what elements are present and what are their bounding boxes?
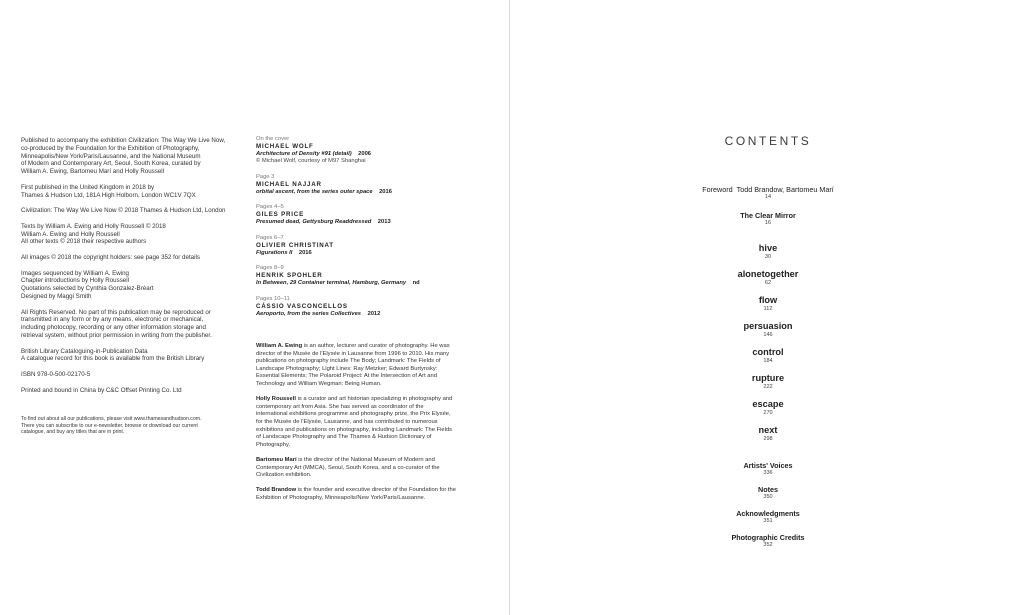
credit-year: 2006 bbox=[358, 150, 372, 157]
credit-work bbox=[256, 311, 461, 318]
imprint-line: Designed by Maggi Smith bbox=[21, 292, 92, 300]
bio-text: is the founder and executive director of the Foundation for the Exhibition of Photography, Minneapolis/New York/Paris/Lausanne. bbox=[256, 487, 456, 501]
imprint-line: All images © 2018 the copyright holders: see page 352 for details bbox=[21, 253, 200, 261]
toc-page-number: 30 bbox=[764, 254, 772, 260]
bio-text: is a curator and art historian specializing in photography and contemporary art from Asia. She has served as coordinator of the international exhibitions programme and photography prize, the Prix Elysée, for the Musée de l'Elysée, Lausanne, and has contributed to numerous exhibitions and publications on photography, including Landmark: The Fields of Landscape Photography and The Thames & Hudson Dictionary of Photography. bbox=[256, 396, 453, 448]
credit-page-label: On the cover bbox=[256, 136, 290, 142]
toc-entry-acknowledgments[interactable] bbox=[600, 509, 936, 525]
toc-entry-title: Acknowledgments bbox=[736, 509, 800, 518]
credit-artist: OLIVIER CHRISTINAT bbox=[256, 241, 334, 249]
toc-chapter-title: escape bbox=[752, 399, 784, 409]
toc-entry-label: Foreword bbox=[702, 185, 733, 194]
imprint-paragraph bbox=[21, 254, 236, 262]
bio-name: Bartomeu Marí bbox=[256, 456, 297, 463]
imprint-line: of Modern and Contemporary Art, Seoul, South Korea, curated by bbox=[21, 160, 201, 168]
toc-page-number: 352 bbox=[763, 542, 773, 548]
image-credits bbox=[256, 136, 461, 326]
contributor-bios bbox=[256, 343, 456, 510]
credit-artist: MICHAEL NAJJAR bbox=[256, 180, 322, 188]
credit-work-title: orbital ascent, from the series outer space bbox=[256, 188, 373, 195]
credit-year: nd bbox=[412, 280, 420, 286]
toc-page-number: 112 bbox=[763, 306, 773, 312]
imprint-paragraph bbox=[21, 137, 236, 176]
toc-chapter-title: persuasion bbox=[743, 321, 793, 331]
website-note bbox=[21, 416, 236, 436]
credit-work bbox=[256, 280, 461, 287]
credit-year: 2016 bbox=[298, 249, 312, 256]
credit-entry bbox=[256, 296, 461, 318]
toc-page-number: 14 bbox=[764, 194, 772, 200]
credit-year: 2016 bbox=[379, 188, 392, 195]
credit-work bbox=[256, 189, 461, 196]
toc-entry-photographic-credits[interactable] bbox=[600, 533, 936, 549]
toc-page-number: 350 bbox=[763, 494, 773, 500]
toc-entry-title: Photographic Credits bbox=[731, 533, 805, 542]
imprint-line: William A. Ewing, Bartomeu Marí and Holly Roussell bbox=[21, 168, 165, 176]
toc-page-number: 336 bbox=[763, 470, 773, 476]
credit-page-label: Pages 4–5 bbox=[256, 204, 284, 211]
credit-entry bbox=[256, 265, 461, 287]
toc-entry-title bbox=[600, 185, 936, 194]
credit-work-title: Presumed dead, Gettysburg Readdressed bbox=[256, 219, 372, 225]
imprint-paragraph bbox=[21, 348, 236, 364]
credit-artist: GILES PRICE bbox=[256, 211, 304, 219]
toc-entry-notes[interactable] bbox=[600, 485, 936, 501]
toc-entry-title: Notes bbox=[758, 485, 778, 494]
credit-page-label: Pages 6–7 bbox=[256, 234, 284, 241]
toc-entry-title: The Clear Mirror bbox=[740, 211, 796, 220]
credit-artist: CÁSSIO VASCONCELLOS bbox=[256, 302, 348, 310]
toc-chapter-title: hive bbox=[758, 243, 778, 253]
imprint-line: William A. Ewing and Holly Roussell bbox=[21, 230, 120, 238]
imprint-line: Thames & Hudson Ltd, 181A High Holborn, London WC1V 7QX bbox=[21, 191, 196, 199]
imprint-line: First published in the United Kingdom in 2018 by bbox=[21, 183, 155, 191]
imprint-paragraph bbox=[21, 270, 236, 301]
imprint-line: transmitted in any form or by any means, electronic or mechanical, bbox=[21, 316, 204, 324]
toc-page-number: 16 bbox=[764, 220, 772, 226]
toc-page-number: 146 bbox=[763, 332, 773, 338]
imprint-line: British Library Cataloguing-in-Publication Data bbox=[21, 347, 148, 355]
credit-entry bbox=[256, 235, 461, 257]
toc-chapter-title: rupture bbox=[751, 373, 785, 383]
printer-line: Printed and bound in China by C&C Offset Printing Co. Ltd bbox=[21, 386, 182, 394]
imprint-line: Civilization: The Way We Live Now © 2018 Thames & Hudson Ltd, London bbox=[21, 207, 226, 215]
toc-chapter-escape[interactable] bbox=[600, 399, 936, 417]
bio-name: William A. Ewing bbox=[256, 343, 303, 349]
imprint-line: Minneapolis/New York/Paris/Lausanne, and the National Museum bbox=[21, 152, 201, 160]
bio-name: Todd Brandow bbox=[256, 487, 297, 494]
website-line: catalogue, and buy any titles that are in print. bbox=[21, 429, 125, 436]
credit-work bbox=[256, 250, 461, 257]
toc-entry-clear-mirror[interactable] bbox=[600, 211, 936, 227]
bio-text: is the director of the National Museum of Modern and Contemporary Art (MMCA), Seoul, South Korea, and a co-curator of the Civilization exhibition. bbox=[256, 456, 440, 479]
credit-work-title: Figurations II bbox=[256, 249, 293, 256]
toc-chapter-next[interactable] bbox=[600, 425, 936, 443]
credit-copyright: © Michael Wolf, courtesy of M97 Shanghai bbox=[256, 158, 366, 165]
toc-entry-foreword[interactable] bbox=[600, 185, 936, 201]
imprint-line: retrieval system, without prior permission in writing from the publisher. bbox=[21, 331, 212, 339]
credit-artist: HENRIK SPOHLER bbox=[256, 272, 323, 280]
toc-chapter-title: control bbox=[752, 347, 784, 357]
credit-page-label: Page 3 bbox=[256, 173, 275, 180]
imprint-paragraph bbox=[21, 207, 236, 215]
contents-heading: CONTENTS bbox=[724, 134, 812, 148]
credit-entry bbox=[256, 204, 461, 226]
imprint-paragraph bbox=[21, 223, 236, 246]
bio-paragraph bbox=[256, 457, 456, 480]
toc-page-number: 184 bbox=[763, 358, 773, 364]
bio-text: is an author, lecturer and curator of photography. He was director of the Musée de l'Elysée in Lausanne from 1996 to 2010. His many publications on photography include The Body; Landmark: The Fields of Landscape Photography; Light Lines: Ray Metzker; Edward Burtynsky: Essential Elements; The Polaroid Project: At the Intersection of Art and Technology and William Wegman: Being Human. bbox=[256, 343, 450, 387]
website-line: To find out about all our publications, please visit www.thamesandhudson.com. bbox=[21, 416, 202, 423]
imprint-line: Images sequenced by William A. Ewing bbox=[21, 269, 129, 277]
bio-name: Holly Roussell bbox=[256, 396, 296, 403]
credit-page-label: Pages 8–9 bbox=[256, 265, 284, 272]
imprint-line: All other texts © 2018 their respective authors bbox=[21, 238, 147, 246]
toc-chapter-alonetogether[interactable] bbox=[600, 269, 936, 287]
credit-entry bbox=[256, 174, 461, 196]
table-of-contents bbox=[600, 134, 936, 549]
toc-chapter-title: next bbox=[758, 425, 778, 435]
credit-year: 2012 bbox=[367, 310, 381, 317]
bio-paragraph bbox=[256, 396, 456, 449]
page-gutter bbox=[509, 0, 510, 615]
imprint-line: Published to accompany the exhibition Civilization: The Way We Live Now, bbox=[21, 137, 226, 144]
credit-page-label: Pages 10–11 bbox=[256, 295, 290, 302]
credit-year: 2013 bbox=[377, 219, 391, 225]
imprint-line: co-produced by the Foundation for the Exhibition of Photography, bbox=[21, 144, 200, 152]
isbn: ISBN 978-0-500-02170-5 bbox=[21, 370, 91, 378]
imprint-paragraph bbox=[21, 387, 236, 395]
imprint-line: All Rights Reserved. No part of this publication may be reproduced or bbox=[21, 308, 211, 316]
toc-entry-title: Artists' Voices bbox=[743, 461, 793, 470]
imprint-line: Quotations selected by Cynthia Gonzalez-Bréart bbox=[21, 285, 154, 293]
toc-chapter-title: alonetogether bbox=[737, 269, 799, 279]
toc-page-number: 270 bbox=[763, 410, 773, 416]
toc-page-number: 351 bbox=[763, 518, 773, 524]
toc-chapter-control[interactable] bbox=[600, 347, 936, 365]
credit-work bbox=[256, 219, 461, 226]
toc-chapter-hive[interactable] bbox=[600, 243, 936, 261]
website-line: There you can subscribe to our e-newsletter, browse or download our current bbox=[21, 422, 198, 429]
toc-entry-artists-voices[interactable] bbox=[600, 461, 936, 477]
imprint-paragraph bbox=[21, 184, 236, 200]
toc-chapter-rupture[interactable] bbox=[600, 373, 936, 391]
bio-paragraph bbox=[256, 487, 456, 502]
toc-chapter-persuasion[interactable] bbox=[600, 321, 936, 339]
credit-entry bbox=[256, 136, 461, 165]
toc-page-number: 222 bbox=[763, 384, 773, 390]
imprint-line: Texts by William A. Ewing and Holly Roussell © 2018 bbox=[21, 222, 166, 230]
imprint-column bbox=[21, 137, 236, 444]
imprint-line: Chapter introductions by Holly Roussell bbox=[21, 277, 129, 285]
toc-page-number: 62 bbox=[764, 280, 772, 286]
credit-work-title: Architecture of Density #91 (detail) bbox=[256, 150, 352, 157]
imprint-line: including photocopy, recording or any other information storage and bbox=[21, 324, 206, 332]
toc-entry-author: Todd Brandow, Bartomeu Marí bbox=[736, 185, 834, 194]
imprint-line: A catalogue record for this book is available from the British Library bbox=[21, 355, 205, 363]
imprint-paragraph bbox=[21, 371, 236, 379]
toc-page-number: 298 bbox=[763, 436, 773, 442]
toc-chapter-flow[interactable] bbox=[600, 295, 936, 313]
credit-work-title: In Between, 29 Container terminal, Hamburg, Germany bbox=[256, 280, 407, 286]
credit-artist: MICHAEL WOLF bbox=[256, 143, 314, 151]
credit-work-title: Aeroporto, from the series Collectives bbox=[256, 310, 362, 317]
imprint-paragraph bbox=[21, 309, 236, 340]
bio-paragraph bbox=[256, 343, 456, 389]
toc-chapter-title: flow bbox=[758, 295, 778, 305]
